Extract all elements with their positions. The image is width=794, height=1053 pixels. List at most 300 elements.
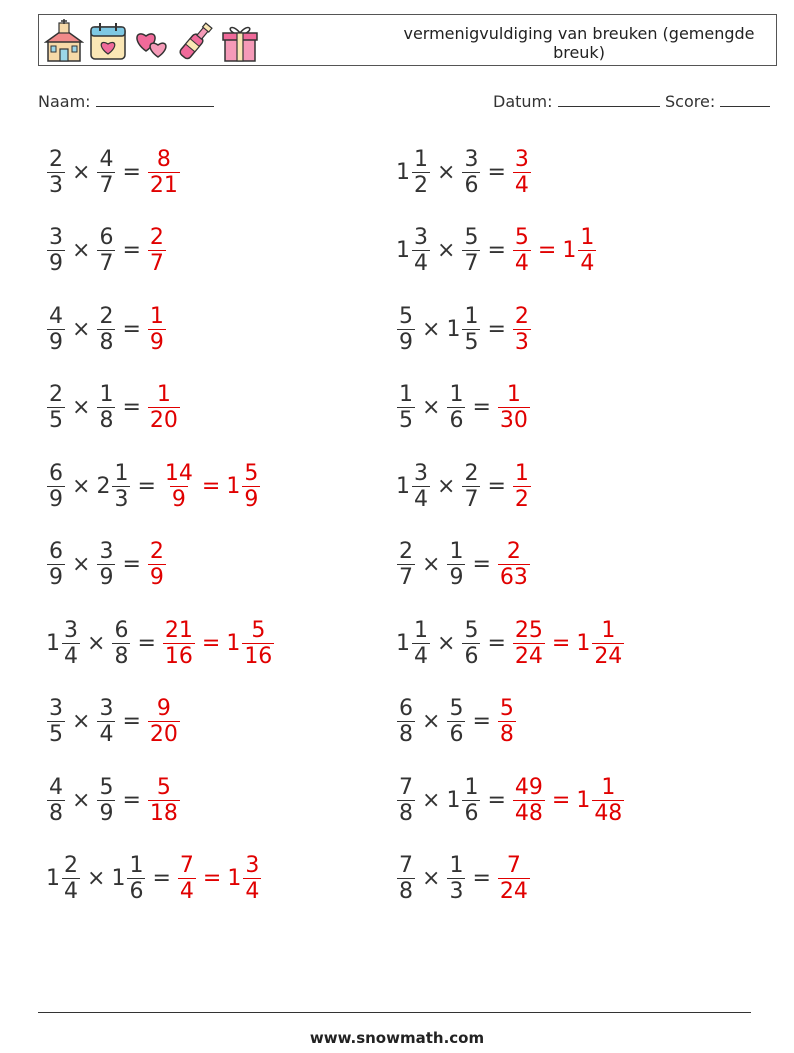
- answer-value-numerator: 1: [601, 774, 616, 800]
- answer-value-whole: 1: [227, 866, 242, 891]
- operand-b-fraction: [447, 696, 465, 747]
- operand-b-numerator: 3: [99, 539, 114, 564]
- answer-value-numerator: 2: [506, 539, 521, 564]
- answer-value-denominator: 48: [514, 800, 543, 826]
- times-sign: ×: [422, 316, 441, 342]
- equals-sign: =: [152, 866, 171, 891]
- answer-value: [576, 775, 625, 826]
- answer: [497, 382, 531, 433]
- answer-value: [162, 461, 196, 512]
- answer-value-whole: 1: [562, 238, 577, 263]
- answer-value-denominator: 21: [149, 172, 178, 198]
- answer-value-denominator: 24: [499, 879, 528, 904]
- operand-b-fraction: [97, 539, 115, 590]
- times-sign: ×: [422, 395, 441, 420]
- answer-equals-sign: =: [537, 238, 557, 263]
- operand-a-numerator: 6: [399, 696, 413, 721]
- operand-a-whole: 1: [396, 473, 410, 499]
- answer-value-whole: 1: [576, 787, 591, 813]
- operand-a: [396, 382, 416, 433]
- answer-value-fraction: [148, 225, 166, 276]
- operand-a: [46, 618, 81, 669]
- answer-equals-sign: =: [551, 787, 571, 813]
- operand-a-denominator: 5: [49, 408, 63, 433]
- operand-b: [461, 618, 481, 669]
- answer-value-denominator: 18: [149, 800, 178, 826]
- answer-value-numerator: 1: [514, 460, 529, 486]
- operand-b: [96, 539, 116, 590]
- operand-b-denominator: 6: [449, 408, 464, 433]
- operand-a-whole: 1: [46, 630, 60, 656]
- problem-item: [396, 613, 625, 673]
- operand-a-fraction: [47, 382, 65, 433]
- operand-b-fraction: [97, 775, 115, 826]
- operand-b-fraction: [462, 225, 480, 276]
- answer-value-numerator: 3: [245, 853, 260, 878]
- operand-b-numerator: 5: [449, 696, 464, 721]
- operand-a-denominator: 9: [399, 329, 413, 355]
- answer-value-denominator: 3: [514, 329, 529, 355]
- answer-value: [562, 225, 597, 276]
- answer-value-denominator: 2: [514, 486, 529, 512]
- answer-value-denominator: 20: [149, 408, 178, 433]
- answer: [162, 461, 261, 512]
- problem-item: [396, 456, 532, 516]
- operand-b-denominator: 3: [449, 879, 464, 904]
- times-sign: ×: [437, 238, 456, 263]
- score-blank: [720, 92, 770, 107]
- operand-a-whole: 1: [396, 159, 410, 185]
- times-sign: ×: [437, 473, 456, 499]
- operand-a-numerator: 3: [49, 696, 63, 721]
- answer-value-fraction: [148, 304, 166, 355]
- times-sign: ×: [72, 552, 91, 577]
- answer-equals-sign: =: [551, 630, 571, 656]
- answer-value-numerator: 5: [156, 774, 171, 800]
- answer-value: [147, 147, 181, 198]
- answer-value-denominator: 63: [499, 565, 528, 590]
- answer-value: [512, 461, 532, 512]
- operand-b-fraction: [462, 775, 480, 826]
- answer: [147, 304, 167, 355]
- operand-a: [46, 304, 66, 355]
- answer: [147, 147, 181, 198]
- answer-value: [227, 853, 262, 904]
- answer-value-fraction: [148, 539, 166, 590]
- answer-value-fraction: [498, 539, 530, 590]
- equals-sign: =: [472, 866, 491, 891]
- answer-value: [147, 539, 167, 590]
- answer-value-fraction: [513, 618, 545, 669]
- answer-value-numerator: 5: [514, 225, 529, 250]
- operand-b-fraction: [97, 304, 115, 355]
- operand-a-numerator: 3: [64, 617, 78, 643]
- answer-value: [512, 225, 532, 276]
- operand-b-numerator: 1: [99, 382, 114, 407]
- operand-b-whole: 1: [111, 866, 126, 891]
- equals-sign: =: [137, 473, 156, 499]
- operand-b-fraction: [97, 382, 115, 433]
- problem-item: [396, 142, 532, 202]
- operand-a: [46, 382, 66, 433]
- champagne-bottle-icon: [176, 19, 216, 63]
- answer: [512, 147, 532, 198]
- operand-b-numerator: 5: [99, 774, 114, 800]
- score-field: [665, 92, 770, 111]
- operand-b: [446, 853, 466, 904]
- answer-value-numerator: 49: [514, 774, 543, 800]
- answer-value-numerator: 14: [164, 460, 193, 486]
- operand-a-denominator: 4: [64, 643, 78, 669]
- answer-value-numerator: 2: [149, 225, 164, 250]
- answer-value-denominator: 16: [244, 643, 273, 669]
- date-label: Datum:: [493, 92, 553, 111]
- operand-a: [396, 775, 416, 826]
- operand-b-fraction: [462, 618, 480, 669]
- worksheet-title: vermenigvuldiging van breuken (gemengde breuk): [403, 24, 755, 62]
- times-sign: ×: [422, 709, 441, 734]
- operand-b-fraction: [447, 539, 465, 590]
- operand-a: [396, 696, 416, 747]
- answer-value-numerator: 1: [601, 617, 616, 643]
- problem-item: [396, 221, 597, 281]
- equals-sign: =: [487, 630, 506, 656]
- operand-b-numerator: 2: [464, 460, 479, 486]
- answer-value: [512, 147, 532, 198]
- equals-sign: =: [472, 395, 491, 420]
- operand-a: [396, 461, 431, 512]
- operand-b-numerator: 1: [449, 539, 464, 564]
- operand-a-denominator: 8: [49, 800, 63, 826]
- answer-value-whole: 1: [226, 473, 241, 499]
- answer-value-numerator: 25: [514, 617, 543, 643]
- answer-value-fraction: [498, 853, 530, 904]
- answer-value-whole: 1: [576, 630, 591, 656]
- operand-b: [461, 461, 481, 512]
- answer-value-fraction: [243, 853, 261, 904]
- operand-b: [461, 225, 481, 276]
- answer: [512, 225, 597, 276]
- answer-value-numerator: 5: [251, 617, 266, 643]
- equals-sign: =: [122, 787, 141, 813]
- problem-item: [46, 535, 167, 595]
- answer-value: [512, 618, 546, 669]
- operand-a-numerator: 7: [399, 853, 413, 878]
- operand-a: [396, 304, 416, 355]
- operand-b-numerator: 4: [99, 146, 114, 172]
- operand-a-numerator: 2: [399, 539, 413, 564]
- operand-b-whole: 2: [96, 473, 111, 499]
- answer-value-fraction: [513, 147, 531, 198]
- operand-b-fraction: [447, 382, 465, 433]
- problem-item: [396, 535, 531, 595]
- operand-b-denominator: 7: [464, 251, 479, 276]
- answer-value-numerator: 5: [499, 696, 514, 721]
- equals-sign: =: [122, 709, 141, 734]
- answer-value-numerator: 7: [179, 853, 194, 878]
- problem-item: [46, 378, 181, 438]
- answer-value: [147, 775, 181, 826]
- operand-a-fraction: [397, 775, 415, 826]
- operand-a: [46, 461, 66, 512]
- equals-sign: =: [472, 552, 491, 577]
- answer-value-fraction: [148, 382, 180, 433]
- answer: [497, 696, 517, 747]
- operand-a-numerator: 2: [49, 382, 63, 407]
- operand-b-denominator: 9: [99, 800, 114, 826]
- operand-b-denominator: 7: [99, 172, 114, 198]
- operand-b-numerator: 6: [114, 617, 129, 643]
- operand-a-fraction: [412, 618, 430, 669]
- answer-value-numerator: 1: [156, 382, 171, 407]
- problem-item: [396, 299, 532, 359]
- answer-value-numerator: 1: [580, 225, 595, 250]
- operand-b-denominator: 6: [464, 643, 479, 669]
- operand-b-numerator: 5: [464, 225, 479, 250]
- operand-a-numerator: 6: [49, 460, 63, 486]
- times-sign: ×: [422, 552, 441, 577]
- problem-item: [46, 299, 167, 359]
- answer: [162, 618, 275, 669]
- calendar-heart-icon: [88, 19, 128, 63]
- operand-a-whole: 1: [396, 630, 410, 656]
- times-sign: ×: [72, 238, 91, 263]
- problem-item: [46, 692, 181, 752]
- answer: [512, 618, 625, 669]
- operand-a-whole: 1: [396, 238, 410, 263]
- times-sign: ×: [72, 473, 91, 499]
- name-label: Naam:: [38, 92, 91, 111]
- times-sign: ×: [422, 787, 441, 813]
- footer-url: www.snowmath.com: [309, 1029, 485, 1047]
- operand-a-numerator: 2: [64, 853, 78, 878]
- operand-a-numerator: 6: [49, 539, 63, 564]
- answer-value-fraction: [498, 696, 516, 747]
- answer-value-fraction: [178, 853, 196, 904]
- name-blank: [96, 92, 214, 107]
- answer-value-numerator: 2: [149, 539, 164, 564]
- operand-a-numerator: 1: [399, 382, 413, 407]
- operand-b-denominator: 7: [464, 486, 479, 512]
- answer-value: [147, 382, 181, 433]
- answer-value-fraction: [592, 775, 624, 826]
- operand-b-whole: 1: [446, 787, 461, 813]
- operand-b-denominator: 3: [114, 486, 129, 512]
- operand-b-fraction: [97, 147, 115, 198]
- answer-value: [147, 225, 167, 276]
- two-hearts-icon: [132, 19, 172, 63]
- operand-a-fraction: [47, 225, 65, 276]
- operand-b-denominator: 6: [464, 800, 479, 826]
- answer-value: [177, 853, 197, 904]
- answer-value-fraction: [513, 461, 531, 512]
- equals-sign: =: [487, 238, 506, 263]
- operand-a-numerator: 3: [414, 225, 428, 250]
- answer-value: [497, 382, 531, 433]
- operand-a-denominator: 8: [399, 879, 413, 904]
- equals-sign: =: [137, 630, 156, 656]
- times-sign: ×: [87, 866, 106, 891]
- answer: [147, 696, 181, 747]
- operand-a-numerator: 2: [49, 146, 63, 172]
- answer-value-fraction: [513, 775, 545, 826]
- equals-sign: =: [487, 159, 506, 185]
- problem-item: [396, 770, 625, 830]
- operand-a-denominator: 8: [399, 722, 413, 747]
- answer-value-denominator: 9: [244, 486, 259, 512]
- operand-b-fraction: [447, 853, 465, 904]
- answer-value: [147, 304, 167, 355]
- operand-b: [446, 382, 466, 433]
- answer-value-denominator: 4: [245, 879, 260, 904]
- times-sign: ×: [87, 630, 106, 656]
- operand-b-numerator: 1: [464, 774, 479, 800]
- operand-a-denominator: 5: [49, 722, 63, 747]
- operand-b-denominator: 9: [99, 565, 114, 590]
- problem-item: [396, 692, 517, 752]
- answer-value-denominator: 4: [514, 172, 529, 198]
- answer-value: [497, 539, 531, 590]
- operand-a-denominator: 9: [49, 565, 63, 590]
- operand-a-fraction: [47, 696, 65, 747]
- operand-a-denominator: 9: [49, 486, 63, 512]
- date-field: [493, 92, 660, 111]
- answer-value-fraction: [242, 618, 274, 669]
- equals-sign: =: [487, 473, 506, 499]
- operand-b-denominator: 6: [449, 722, 464, 747]
- operand-b-fraction: [462, 461, 480, 512]
- operand-a: [396, 539, 416, 590]
- operand-b-numerator: 1: [449, 382, 464, 407]
- operand-b-fraction: [462, 147, 480, 198]
- operand-b-numerator: 6: [99, 225, 114, 250]
- answer-value-denominator: 9: [171, 486, 186, 512]
- answer-equals-sign: =: [202, 866, 222, 891]
- operand-a-numerator: 1: [414, 617, 428, 643]
- answer-value-numerator: 2: [514, 303, 529, 329]
- worksheet-header: [38, 14, 777, 66]
- answer-value-denominator: 8: [499, 722, 514, 747]
- operand-b: [96, 147, 116, 198]
- answer: [147, 225, 167, 276]
- operand-a-denominator: 9: [49, 329, 63, 355]
- equals-sign: =: [122, 159, 141, 185]
- operand-b-numerator: 3: [464, 146, 479, 172]
- operand-a-fraction: [412, 461, 430, 512]
- times-sign: ×: [72, 316, 91, 342]
- operand-a: [396, 853, 416, 904]
- answer-value: [512, 304, 532, 355]
- equals-sign: =: [472, 709, 491, 734]
- times-sign: ×: [72, 395, 91, 420]
- header-icons: [44, 19, 260, 63]
- operand-a: [46, 775, 66, 826]
- operand-a-fraction: [397, 696, 415, 747]
- times-sign: ×: [72, 709, 91, 734]
- operand-a: [46, 696, 66, 747]
- operand-b-fraction: [127, 853, 145, 904]
- answer-equals-sign: =: [201, 630, 221, 656]
- answer-value-denominator: 24: [514, 643, 543, 669]
- answer: [147, 539, 167, 590]
- name-field: [38, 92, 214, 111]
- operand-a: [396, 225, 431, 276]
- operand-b-numerator: 3: [99, 696, 114, 721]
- answer: [147, 382, 181, 433]
- date-blank: [558, 92, 660, 107]
- operand-a: [46, 853, 81, 904]
- operand-b-denominator: 7: [99, 251, 114, 276]
- answer-value-numerator: 9: [156, 696, 171, 721]
- answer-value-numerator: 1: [149, 303, 164, 329]
- answer: [147, 775, 181, 826]
- operand-a-numerator: 3: [49, 225, 63, 250]
- operand-a-fraction: [397, 539, 415, 590]
- answer-equals-sign: =: [201, 473, 221, 499]
- answer: [512, 775, 625, 826]
- footer-divider: [38, 1012, 751, 1013]
- operand-b-numerator: 1: [464, 303, 479, 329]
- answer-value-fraction: [148, 696, 180, 747]
- operand-b: [96, 775, 116, 826]
- answer-value: [497, 696, 517, 747]
- operand-a-fraction: [47, 304, 65, 355]
- operand-a-denominator: 5: [399, 408, 413, 433]
- times-sign: ×: [72, 787, 91, 813]
- operand-b: [446, 539, 466, 590]
- operand-a-numerator: 5: [399, 303, 413, 329]
- operand-b-fraction: [462, 304, 480, 355]
- answer-value-denominator: 4: [179, 879, 194, 904]
- operand-b: [461, 147, 481, 198]
- answer-value-fraction: [163, 618, 195, 669]
- answer: [497, 853, 531, 904]
- answer-value-denominator: 16: [164, 643, 193, 669]
- operand-b-numerator: 5: [464, 617, 479, 643]
- operand-a-fraction: [397, 853, 415, 904]
- answer-value-denominator: 30: [499, 408, 528, 433]
- operand-b-denominator: 4: [99, 722, 114, 747]
- answer-value: [512, 775, 546, 826]
- operand-b: [111, 853, 146, 904]
- operand-a-fraction: [47, 775, 65, 826]
- operand-b: [96, 304, 116, 355]
- operand-b: [446, 775, 481, 826]
- operand-b-denominator: 8: [99, 329, 114, 355]
- operand-a: [396, 618, 431, 669]
- score-label: Score:: [665, 92, 716, 111]
- answer: [497, 539, 531, 590]
- operand-b-denominator: 8: [114, 643, 129, 669]
- answer-value-numerator: 5: [244, 460, 259, 486]
- answer-value-numerator: 1: [506, 382, 521, 407]
- answer-value-numerator: 8: [156, 146, 171, 172]
- operand-a-whole: 1: [46, 866, 60, 891]
- operand-a-denominator: 4: [64, 879, 78, 904]
- operand-a-numerator: 4: [49, 303, 63, 329]
- times-sign: ×: [72, 159, 91, 185]
- operand-b-numerator: 1: [129, 853, 144, 878]
- problem-item: [46, 142, 181, 202]
- answer-value-fraction: [592, 618, 624, 669]
- operand-a-numerator: 1: [414, 146, 428, 172]
- operand-b-denominator: 8: [99, 408, 114, 433]
- operand-a: [46, 225, 66, 276]
- answer-value-denominator: 4: [580, 251, 595, 276]
- answer-value-fraction: [513, 225, 531, 276]
- operand-b-fraction: [112, 461, 130, 512]
- operand-a: [46, 539, 66, 590]
